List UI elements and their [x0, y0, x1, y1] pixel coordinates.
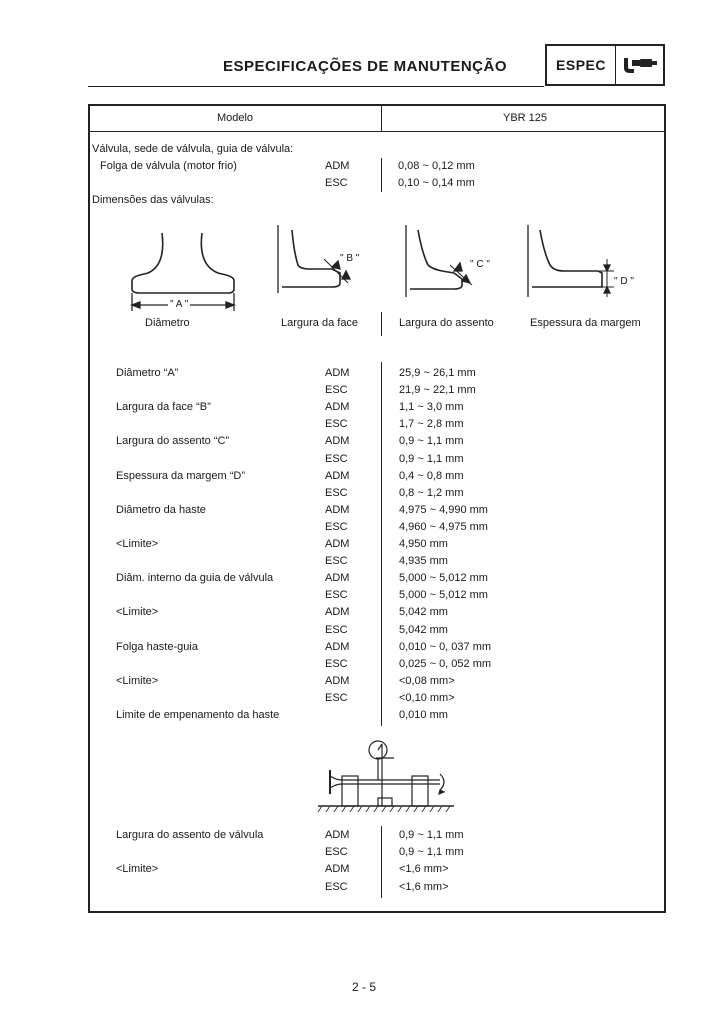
spec-code: ESC [325, 384, 348, 397]
spec-code: ESC [325, 623, 348, 636]
spec-code: ADM [325, 674, 350, 687]
spec-value: 4,960 ~ 4,975 mm [399, 520, 488, 533]
spec-label: Largura do assento de válvula [116, 829, 264, 841]
spec-value: 0,9 ~ 1,1 mm [399, 452, 464, 465]
espec-label: ESPEC [547, 46, 616, 84]
spec-label: Largura do assento “C” [116, 435, 230, 448]
spec-code: ADM [325, 367, 350, 379]
caption-diameter: Diâmetro [145, 317, 190, 329]
spec-code: ESC [325, 589, 348, 602]
spec-value: 0,010 mm [399, 709, 448, 721]
spec-code: ADM [325, 160, 350, 172]
spec-value: 1,1 ~ 3,0 mm [399, 401, 464, 414]
spec-label: <Limite> [116, 538, 159, 550]
spec-value: 0,4 ~ 0,8 mm [399, 469, 464, 482]
caption-seat-width: Largura do assento [399, 317, 494, 329]
spec-value: 5,000 ~ 5,012 mm [399, 572, 488, 585]
valve-dimension-diagrams [110, 225, 670, 325]
spec-label: <Limite> [116, 674, 159, 687]
model-label: Modelo [216, 112, 254, 124]
spec-value: 0,8 ~ 1,2 mm [399, 486, 464, 499]
spec-code: ADM [325, 829, 350, 841]
caption-margin-thickness: Espessura da margem [530, 317, 641, 329]
spec-value: 1,7 ~ 2,8 mm [399, 418, 464, 431]
caption-face-width: Largura da face [281, 317, 359, 329]
spec-value: 0,9 ~ 1,1 mm [399, 846, 464, 859]
spec-label: <Limite> [116, 863, 159, 876]
spec-label: Diâmetro “A” [116, 367, 179, 379]
label-b: " B " [340, 253, 360, 264]
table-header-rule [88, 131, 666, 132]
header-rule [88, 86, 544, 87]
spec-value: 5,000 ~ 5,012 mm [399, 589, 488, 602]
spec-code: ESC [325, 418, 348, 431]
spec-code: ESC [325, 555, 348, 568]
spec-code: ADM [325, 606, 350, 619]
model-value: YBR 125 [502, 112, 548, 124]
label-a: " A " [170, 299, 189, 310]
spec-value: 4,975 ~ 4,990 mm [399, 503, 488, 516]
spec-code: ESC [325, 452, 348, 465]
page-title: ESPECIFICAÇÕES DE MANUTENÇÃO [222, 58, 508, 75]
spec-value: 5,042 mm [399, 623, 448, 636]
spec-code: ADM [325, 435, 350, 448]
spec-code: ESC [325, 520, 348, 533]
spec-code: ADM [325, 538, 350, 550]
spec-value: 4,950 mm [399, 538, 448, 550]
spec-value: 0,10 ~ 0,14 mm [398, 177, 475, 189]
spec-value: 4,935 mm [399, 555, 448, 568]
spec-value: 0,9 ~ 1,1 mm [399, 829, 464, 841]
spec-code: ESC [325, 691, 348, 704]
spec-value: <0,10 mm> [399, 691, 455, 704]
spec-label: Diâmetro da haste [116, 503, 206, 516]
header-column-divider [381, 104, 382, 131]
spec-value: <0,08 mm> [399, 674, 455, 687]
section-heading-valve: Válvula, sede de válvula, guia de válvula: [92, 143, 294, 155]
runout-gauge-diagram [316, 736, 456, 816]
spec-value: 0,010 ~ 0, 037 mm [399, 640, 492, 653]
spec-code: ADM [325, 469, 350, 482]
spec-code: ESC [325, 880, 348, 893]
spec-code: ADM [325, 640, 350, 653]
spec-code: ADM [325, 503, 350, 516]
spec-label: Espessura da margem “D” [116, 469, 245, 482]
spec-value: <1,6 mm> [399, 880, 449, 893]
spec-value: 0,08 ~ 0,12 mm [398, 160, 475, 172]
spec-code: ESC [325, 177, 348, 189]
spec-code: ESC [325, 846, 348, 859]
specs-column-divider [381, 362, 382, 726]
spec-code: ESC [325, 657, 348, 670]
spec-code: ESC [325, 486, 348, 499]
section1-column-divider [381, 158, 382, 192]
spec-value: 0,025 ~ 0, 052 mm [399, 657, 492, 670]
spec-label: Folga de válvula (motor frio) [100, 160, 237, 172]
spec-value: 0,9 ~ 1,1 mm [399, 435, 464, 448]
spec-label: Limite de empenamento da haste [116, 709, 280, 721]
page-number: 2 - 5 [351, 980, 376, 994]
espec-badge [545, 44, 665, 86]
micrometer-icon [616, 46, 663, 84]
caption-column-divider [381, 312, 382, 336]
spec-value: <1,6 mm> [399, 863, 449, 876]
spec-value: 5,042 mm [399, 606, 448, 619]
spec-label: Folga haste-guia [116, 640, 198, 653]
spec-label: Diâm. interno da guia de válvula [116, 572, 274, 585]
spec-label: Largura da face “B” [116, 401, 211, 414]
spec-code: ADM [325, 863, 350, 876]
spec-code: ADM [325, 572, 350, 585]
spec-code: ADM [325, 401, 350, 414]
label-d: " D " [614, 276, 634, 287]
spec-value: 21,9 ~ 22,1 mm [399, 384, 476, 397]
spec-value: 25,9 ~ 26,1 mm [399, 367, 476, 379]
section-heading-dimensions: Dimensões das válvulas: [92, 194, 214, 206]
spec-label: <Limite> [116, 606, 159, 619]
label-c: " C " [470, 259, 490, 270]
specs2-column-divider [381, 826, 382, 898]
